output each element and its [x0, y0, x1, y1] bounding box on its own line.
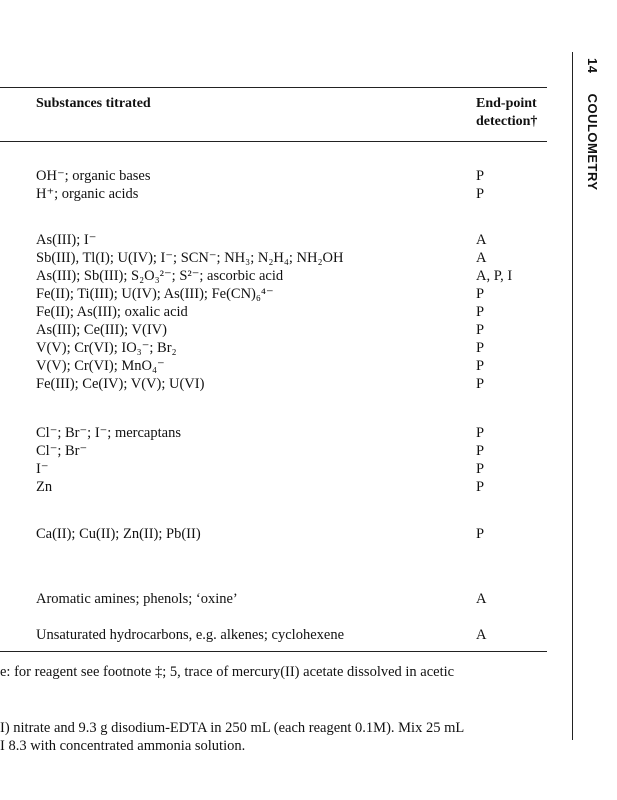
- table-row-substance: H⁺; organic acids: [36, 186, 139, 202]
- table-row-detection: P: [476, 376, 485, 392]
- table-row-detection: P: [476, 479, 485, 495]
- table-row-substance: V(V); Cr(VI); MnO₄⁻: [36, 358, 165, 374]
- table-row-substance: Cl⁻; Br⁻: [36, 443, 88, 459]
- table-row-substance: As(III); Ce(III); V(IV): [36, 322, 167, 338]
- table-row-detection: P: [476, 461, 485, 477]
- footnote-line-1: e: for reagent see footnote ‡; 5, trace of mercury(II) acetate dissolved in acetic: [0, 664, 455, 680]
- margin-rule: [572, 52, 573, 740]
- table-row-detection: A: [476, 232, 487, 248]
- table-row-detection: A, P, I: [476, 268, 513, 284]
- table-row-substance: Fe(III); Ce(IV); V(V); U(VI): [36, 376, 205, 392]
- footnote-line-2: I) nitrate and 9.3 g disodium-EDTA in 250 mL (each reagent 0.1M). Mix 25 mL: [0, 720, 465, 736]
- table-row-detection: P: [476, 340, 485, 356]
- table-row-substance: Fe(II); Ti(III); U(IV); As(III); Fe(CN)₆⁴⁻: [36, 286, 274, 302]
- table-row-detection: P: [476, 304, 485, 320]
- table-row-detection: P: [476, 168, 485, 184]
- header-endpoint-line1: End-point: [476, 96, 537, 111]
- table-row-detection: P: [476, 358, 485, 374]
- table-bottom-rule: [0, 651, 547, 652]
- table-row-substance: Ca(II); Cu(II); Zn(II); Pb(II): [36, 526, 201, 542]
- table-row-detection: P: [476, 526, 485, 542]
- table-row-detection: P: [476, 443, 485, 459]
- table-top-rule: [0, 87, 547, 88]
- table-row-substance: V(V); Cr(VI); IO₃⁻; Br₂: [36, 340, 177, 356]
- header-endpoint-line2: detection†: [476, 114, 538, 129]
- table-row-detection: A: [476, 627, 487, 643]
- header-substances: Substances titrated: [36, 96, 151, 111]
- table-row-substance: Aromatic amines; phenols; ‘oxine’: [36, 591, 238, 607]
- table-row-substance: Cl⁻; Br⁻; I⁻; mercaptans: [36, 425, 181, 441]
- footnote-line-3: I 8.3 with concentrated ammonia solution.: [0, 738, 246, 754]
- chapter-title: COULOMETRY: [585, 93, 600, 191]
- table-row-substance: As(III); Sb(III); S₂O₃²⁻; S²⁻; ascorbic acid: [36, 268, 284, 284]
- table-row-detection: A: [476, 250, 487, 266]
- table-row-detection: P: [476, 425, 485, 441]
- table-row-detection: P: [476, 286, 485, 302]
- table-row-detection: P: [476, 322, 485, 338]
- table-row-substance: Unsaturated hydrocarbons, e.g. alkenes; cyclohexene: [36, 627, 345, 643]
- table-row-substance: Fe(II); As(III); oxalic acid: [36, 304, 188, 320]
- chapter-number: 14: [585, 58, 600, 74]
- header-bottom-rule: [0, 141, 547, 142]
- table-row-substance: As(III); I⁻: [36, 232, 97, 248]
- table-row-detection: A: [476, 591, 487, 607]
- table-row-substance: I⁻: [36, 461, 49, 477]
- table-row-detection: P: [476, 186, 485, 202]
- table-row-substance: OH⁻; organic bases: [36, 168, 151, 184]
- running-head: [585, 58, 600, 191]
- table-row-substance: Zn: [36, 479, 53, 495]
- table-row-substance: Sb(III), Tl(I); U(IV); I⁻; SCN⁻; NH₃; N₂H₄; NH₂OH: [36, 250, 344, 266]
